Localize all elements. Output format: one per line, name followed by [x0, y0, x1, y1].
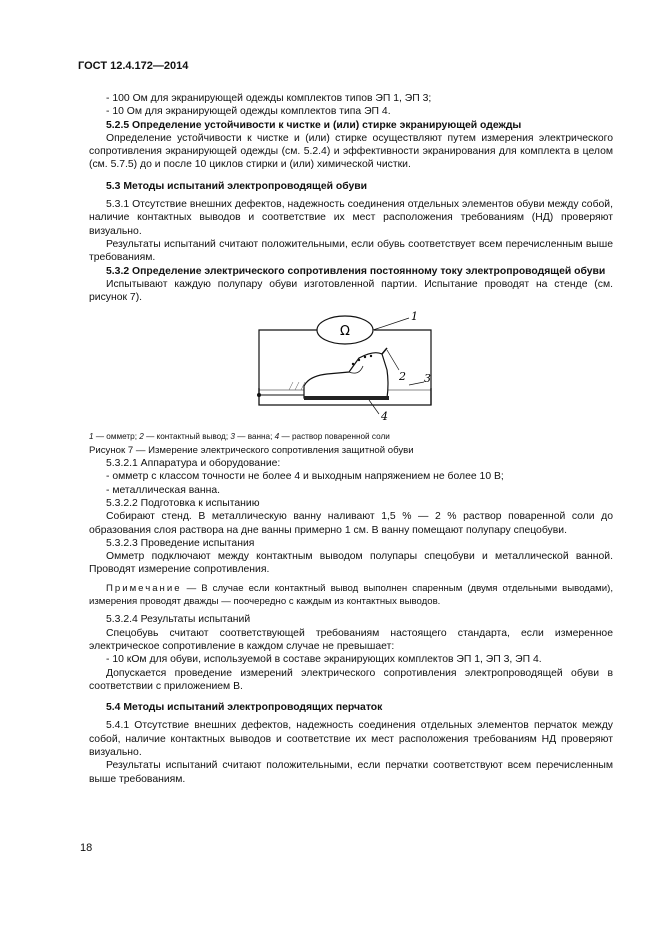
paragraph: Собирают стенд. В металлическую ванну наливают 1,5 % — 2 % раствор поваренной соли до образования слоя раствора на дне ванны примерно 1 см. В ванну помещают полупару спецобуви. — [89, 511, 613, 536]
section-heading-5-4: 5.4 Методы испытаний электропроводящих перчаток — [106, 702, 383, 714]
contact-terminal — [382, 348, 387, 354]
section-heading-5-3: 5.3 Методы испытаний электропроводящей обуви — [106, 180, 368, 192]
list-item: - металлическая ванна. — [106, 484, 221, 496]
page-number: 18 — [80, 842, 93, 854]
section-heading-5-3-2: 5.3.2 Определение электрического сопротивления постоянному току электропроводящей обуви — [106, 265, 606, 277]
list-item: - 10 Ом для экранирующей одежды комплектов типа ЭП 4. — [106, 106, 391, 118]
ohm-symbol: Ω — [340, 324, 350, 340]
paragraph: Результаты испытаний считают положительными, если перчатки соответствуют всем перечисленным выше требованиям. — [89, 760, 613, 785]
paragraph: Результаты испытаний считают положительными, если обувь соответствует всем перечисленным выше требованиям. — [89, 238, 613, 264]
list-item: - 10 кОм для обуви, используемой в составе экранирующих комплектов ЭП 1, ЭП 3, ЭП 4. — [106, 654, 542, 666]
subsection-heading: 5.3.2.4 Результаты испытаний — [106, 614, 251, 626]
subsection-heading: 5.3.2.3 Проведение испытания — [106, 537, 255, 549]
paragraph: Допускается проведение измерений электрического сопротивления электропроводящей обуви в соответствии с приложением В. — [89, 667, 613, 692]
list-item: - 100 Ом для экранирующей одежды комплектов типов ЭП 1, ЭП 3; — [106, 93, 432, 104]
section-heading-5-2-5: 5.2.5 Определение устойчивости к чистке и (или) стирке экранирующей одежды — [106, 119, 522, 131]
label-3: 3 — [424, 372, 431, 386]
label-4: 4 — [381, 410, 388, 424]
paragraph: 5.4.1 Отсутствие внешних дефектов, надежность соединения отдельных элементов перчаток между собой, наличие контактных выводов и соответствие их мест расположения требованиям НД проверяют визуально. — [89, 720, 613, 758]
shoe-sole — [304, 396, 389, 400]
paragraph: Омметр подключают между контактным выводом полупары спецобуви и металлической ванной. Проводят измерение сопротивления. — [89, 551, 613, 576]
figure-7 — [89, 310, 613, 430]
shoe-icon — [304, 353, 388, 398]
list-item: - омметр с классом точности не более 4 и выходным напряжением не более 10 В; — [106, 471, 504, 483]
figure-caption: Рисунок 7 — Измерение электрического сопротивления защитной обуви — [89, 444, 414, 456]
subsection-heading: 5.3.2.1 Аппаратура и оборудование: — [106, 458, 281, 470]
measurement-diagram — [249, 310, 449, 430]
subsection-heading: 5.3.2.2 Подготовка к испытанию — [106, 497, 260, 509]
document-header: ГОСТ 12.4.172—2014 — [78, 60, 189, 72]
paragraph: Испытывают каждую полупару обуви изготовленной партии. Испытание проводят на стенде (см. рисунок 7). — [89, 278, 613, 304]
paragraph: 5.3.1 Отсутствие внешних дефектов, надежность соединения отдельных элементов обуви между собой, наличие контактных выводов и соответствие их мест расположения требованиям (НД) проверяют визуально. — [89, 199, 613, 237]
solution-hatch — [289, 382, 305, 390]
figure-legend: 1 — омметр; 2 — контактный вывод; 3 — ванна; 4 — раствор поваренной соли — [89, 432, 390, 442]
note: Примечание — В случае если контактный вывод выполнен спаренным (двумя отдельными выводами), измерения проводят дважды — поочередно с каждым из контактных выводов. — [89, 582, 613, 608]
document-body — [89, 92, 613, 786]
paragraph: Определение устойчивости к чистке и (или) стирке осуществляют путем измерения электрического сопротивления экранирующей одежды (см. 5.2.4) и эффективности экранирования для комплекта в целом (см. 5.7.5) до и после 10 циклов стирки и (или) химической чистки. — [89, 132, 613, 171]
label-1: 1 — [411, 310, 418, 324]
label-2: 2 — [399, 370, 406, 384]
paragraph: Спецобувь считают соответствующей требованиям настоящего стандарта, если измеренное электрическое сопротивление в каждом случае не превышает: — [89, 627, 613, 652]
